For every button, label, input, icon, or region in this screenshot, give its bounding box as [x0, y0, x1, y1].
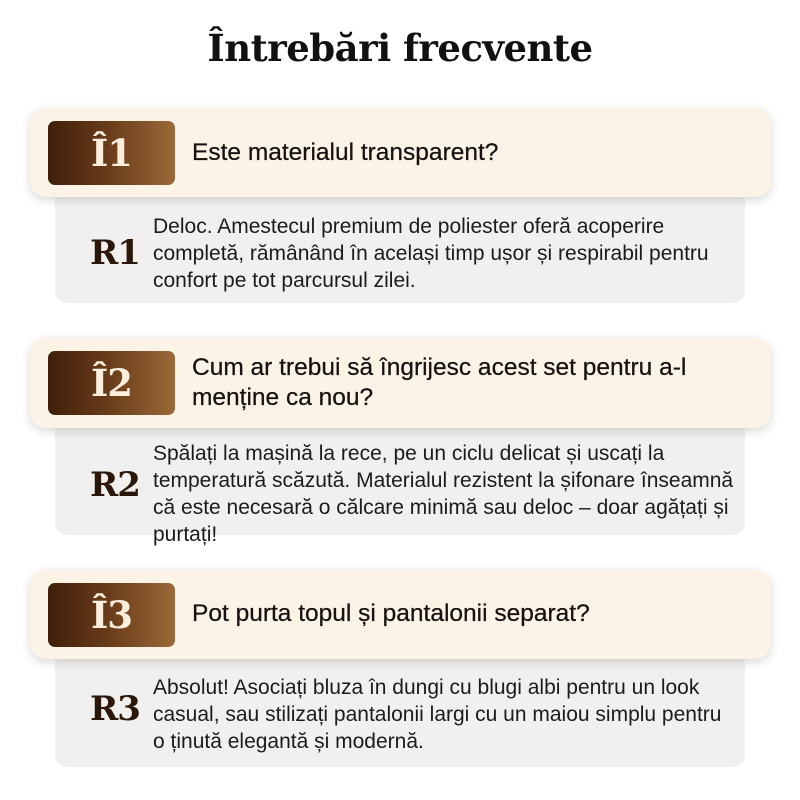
answer-card-2: [55, 420, 745, 546]
answer-text-2: Spălați la mașină la rece, pe un ciclu delicat și uscați la temperatură scăzută. Materialul rezistent la șifonare înseamnă că este necesară o călcare minimă sau deloc – doar agățați și purtați!: [153, 442, 734, 546]
question-card-2[interactable]: [30, 338, 771, 428]
answer-card-3: [55, 652, 745, 767]
question-text-3: Pot purta topul și pantalonii separat?: [192, 600, 590, 627]
question-text-1: Este materialul transparent?: [192, 139, 499, 166]
question-card-3[interactable]: [30, 570, 771, 659]
answer-label-3: R3: [90, 689, 140, 729]
question-card-1[interactable]: [30, 108, 771, 197]
question-badge-1: Î1: [48, 121, 175, 185]
question-text-2: Cum ar trebui să îngrijesc acest set pentru a-l menține ca nou?: [192, 354, 687, 411]
question-badge-3: Î3: [48, 583, 175, 647]
answer-card-1: [55, 188, 745, 303]
answer-text-3: Absolut! Asociați bluza în dungi cu blugi albi pentru un look casual, sau stilizați pantalonii largi cu un maiou simplu pentru o ținută elegantă și modernă.: [153, 676, 722, 753]
page-title: Întrebări frecvente: [207, 26, 593, 70]
question-badge-2: Î2: [48, 351, 175, 415]
answer-label-2: R2: [90, 465, 140, 505]
answer-text-1: Deloc. Amestecul premium de poliester oferă acoperire completă, rămânând în același timp ușor și respirabil pentru confort pe tot parcursul zilei.: [153, 215, 709, 292]
answer-label-1: R1: [90, 233, 140, 273]
